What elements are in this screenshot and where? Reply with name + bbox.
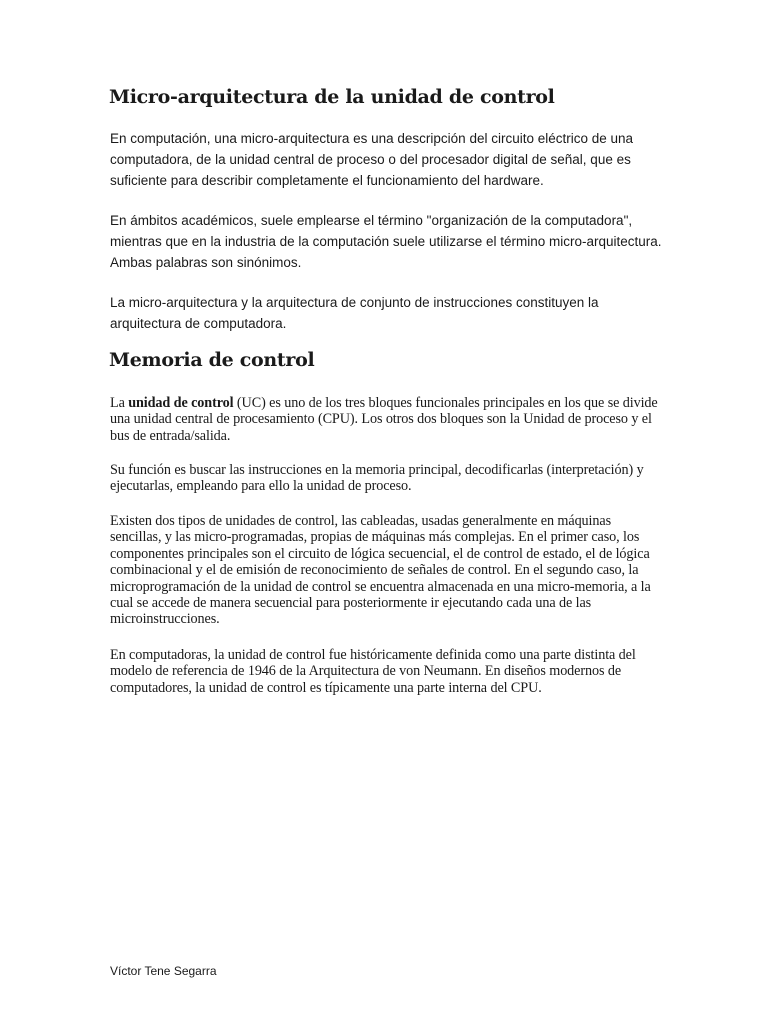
footer-author: Víctor Tene Segarra bbox=[110, 964, 217, 978]
paragraph-lead-text: La bbox=[110, 395, 129, 411]
paragraph-rest-text: (UC) es uno de los tres bloques funcionales principales en los que se divide una unidad central de procesamiento (CPU). Los otros dos bloques son la Unidad de proceso y el bus de entrada/salida. bbox=[110, 395, 658, 444]
paragraph-control-types: Existen dos tipos de unidades de control, las cableadas, usadas generalmente en máquinas sencillas, y las micro-programadas, propias de máquinas más complejas. En el primer caso, los componentes principales son el circuito de lógica secuencial, el de control de estado, el de lógica combinacional y el de emisión de reconocimiento de señales de control. En el segundo caso, la microprogramación de la unidad de control se encuentra almacenada en una micro-memoria, a la cual se accede de manera secuencial para posteriormente ir ejecutando cada una de las microinstrucciones. bbox=[110, 513, 651, 628]
section-title-memoria-de-control: Memoria de control bbox=[109, 349, 315, 371]
section-title-micro-arquitectura: Micro-arquitectura de la unidad de control bbox=[109, 86, 555, 108]
bold-term-unidad-de-control: unidad de control bbox=[128, 395, 234, 411]
paragraph-function: Su función es buscar las instrucciones en la memoria principal, decodificarlas (interpretación) y ejecutarlas, empleando para ello la unidad de proceso. bbox=[110, 462, 644, 495]
paragraph-academic-usage: En ámbitos académicos, suele emplearse el término "organización de la computadora", mientras que en la industria de la computación suele utilizarse el término micro-arquitectura. Ambas palabras son sinónimos. bbox=[110, 213, 662, 270]
paragraph-unidad-de-control bbox=[110, 395, 662, 444]
paragraph-definition: En computación, una micro-arquitectura es una descripción del circuito eléctrico de una computadora, de la unidad central de proceso o del procesador digital de señal, que es suficiente para describir completamente el funcionamiento del hardware. bbox=[110, 131, 634, 188]
paragraph-history: En computadoras, la unidad de control fue históricamente definida como una parte distinta del modelo de referencia de 1946 de la Arquitectura de von Neumann. En diseños modernos de computadores, la unidad de control es típicamente una parte interna del CPU. bbox=[110, 647, 636, 696]
paragraph-architecture: La micro-arquitectura y la arquitectura de conjunto de instrucciones constituyen la arquitectura de computadora. bbox=[110, 295, 599, 331]
